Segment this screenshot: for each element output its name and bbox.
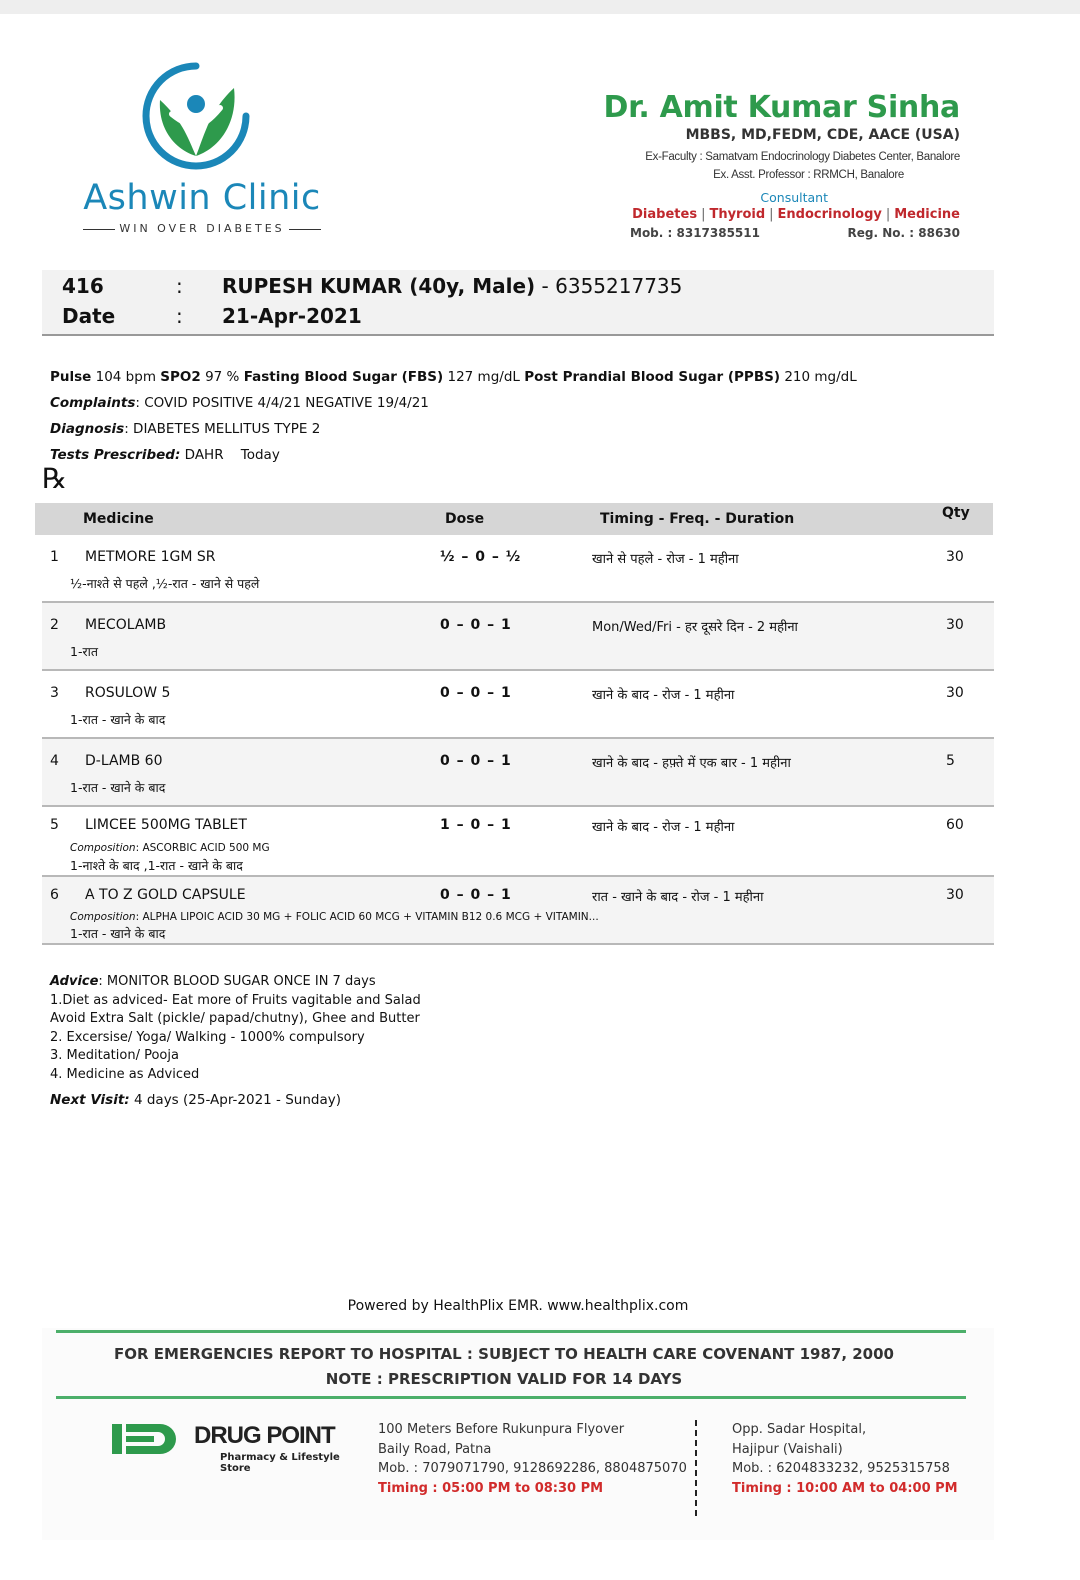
doctor-reg-no: Reg. No. : 88630 <box>847 226 960 240</box>
row-number: 2 <box>50 617 59 633</box>
doctor-name: Dr. Amit Kumar Sinha <box>603 90 960 125</box>
patient-phone: - 6355217735 <box>535 274 683 298</box>
spo2-label: SPO2 <box>160 369 201 385</box>
speciality-separator: | <box>701 207 706 222</box>
patient-name <box>222 274 682 298</box>
medicine-dose: 0 – 0 – 1 <box>440 685 512 701</box>
complaints-label: Complaints <box>50 395 136 411</box>
speciality-endocrinology: Endocrinology <box>777 207 882 222</box>
table-row <box>42 877 994 945</box>
date-label: Date <box>62 304 116 328</box>
pharmacy-address-patna <box>378 1420 687 1498</box>
colon: : <box>176 304 183 328</box>
pharmacy-address-hajipur <box>732 1420 958 1498</box>
advice-first-line <box>50 973 421 992</box>
fbs-value: 127 mg/dL <box>447 369 520 385</box>
medicine-dose: 0 – 0 – 1 <box>440 887 512 903</box>
medicine-qty: 30 <box>946 549 964 565</box>
medicine-instruction: 1-रात - खाने के बाद <box>70 712 166 727</box>
advice-line: Avoid Extra Salt (pickle/ papad/chutny), Ghee and Butter <box>50 1011 420 1026</box>
diagnosis-label: Diagnosis <box>50 421 125 437</box>
table-row <box>42 535 994 603</box>
patient-name-text: RUPESH KUMAR (40y, Male) <box>222 274 536 298</box>
advice-line: 1.Diet as adviced- Eat more of Fruits vagitable and Salad <box>50 992 421 1008</box>
doctor-ex-faculty: Ex-Faculty : Samatvam Endocrinology Diabetes Center, Banalore <box>645 151 960 163</box>
pharmacy-name: DRUG POINT <box>194 1422 335 1449</box>
medicine-dose: 0 – 0 – 1 <box>440 753 512 769</box>
composition-value: : ASCORBIC ACID 500 MG <box>135 842 270 854</box>
pharmacy-logo <box>112 1420 362 1474</box>
address-mobile: Mob. : 6204833232, 9525315758 <box>732 1461 950 1476</box>
diagnosis-value: DIABETES MELLITUS TYPE 2 <box>133 421 321 437</box>
tests-label: Tests Prescribed: <box>50 447 181 463</box>
next-visit-value: 4 days (25-Apr-2021 - Sunday) <box>133 1092 341 1108</box>
composition-value: : ALPHA LIPOIC ACID 30 MG + FOLIC ACID 60 MCG + VITAMIN B12 0.6 MCG + VITAMIN... <box>135 911 599 923</box>
medicine-instruction: 1-रात <box>70 644 98 659</box>
colon: : <box>176 274 183 298</box>
speciality-separator: | <box>769 207 774 222</box>
advice-line: 4. Medicine as Adviced <box>50 1066 200 1082</box>
address-mobile: Mob. : 7079071790, 9128692286, 8804875070 <box>378 1461 687 1476</box>
address-line: Opp. Sadar Hospital, <box>732 1422 867 1437</box>
medicine-qty: 30 <box>946 617 964 633</box>
emergency-notice <box>42 1342 966 1392</box>
top-status-strip <box>0 0 1080 14</box>
ppbs-value: 210 mg/dL <box>784 369 857 385</box>
medicine-qty: 60 <box>946 817 964 833</box>
date-value: 21-Apr-2021 <box>222 304 362 328</box>
address-line: Baily Road, Patna <box>378 1441 492 1457</box>
ppbs-label: Post Prandial Blood Sugar (PPBS) <box>524 369 781 385</box>
pulse-value: 104 bpm <box>95 369 156 385</box>
doctor-degrees: MBBS, MD,FEDM, CDE, AACE (USA) <box>685 127 960 143</box>
drug-point-icon <box>112 1420 182 1460</box>
medicine-composition <box>70 911 599 923</box>
speciality-medicine: Medicine <box>894 207 960 222</box>
medicine-table <box>42 535 994 945</box>
row-number: 1 <box>50 549 59 565</box>
medicine-timing: खाने से पहले - रोज - 1 महीना <box>592 552 739 567</box>
complaints-line: Complaints: COVID POSITIVE 4/4/21 NEGATIVE 19/4/21 <box>50 395 429 411</box>
medicine-instruction: 1-रात - खाने के बाद <box>70 780 166 795</box>
medicine-instruction: 1-रात - खाने के बाद <box>70 926 166 941</box>
header-qty: Qty <box>942 505 970 521</box>
doctor-ex-professor: Ex. Asst. Professor : RRMCH, Banalore <box>713 169 904 181</box>
spo2-value: 97 % <box>205 369 240 385</box>
patient-band <box>42 270 994 336</box>
advice-line: 3. Meditation/ Pooja <box>50 1048 179 1063</box>
footer-divider <box>56 1396 966 1399</box>
emergency-line: FOR EMERGENCIES REPORT TO HOSPITAL : SUBJECT TO HEALTH CARE COVENANT 1987, 2000 <box>114 1345 894 1363</box>
next-visit-label: Next Visit: <box>50 1092 130 1108</box>
address-timing: Timing : 10:00 AM to 04:00 PM <box>732 1480 958 1496</box>
doctor-mobile: Mob. : 8317385511 <box>630 226 760 240</box>
doctor-role: Consultant <box>760 190 828 205</box>
medicine-timing: खाने के बाद - रोज - 1 महीना <box>592 688 735 703</box>
clinic-logo <box>72 60 332 240</box>
footer-divider <box>56 1330 966 1333</box>
table-row <box>42 739 994 807</box>
clinic-name: Ashwin Clinic <box>83 178 321 218</box>
pulse-label: Pulse <box>50 369 92 385</box>
speciality-separator: | <box>885 207 891 222</box>
table-row <box>42 671 994 739</box>
medicine-dose: 0 – 0 – 1 <box>440 617 512 633</box>
medicine-name: A TO Z GOLD CAPSULE <box>85 887 246 903</box>
address-line: 100 Meters Before Rukunpura Flyover <box>378 1422 625 1437</box>
doctor-specialities <box>520 207 960 222</box>
table-row <box>42 603 994 671</box>
medicine-timing: खाने के बाद - हफ़्ते में एक बार - 1 महीना <box>592 756 791 771</box>
medicine-name: ROSULOW 5 <box>85 685 171 701</box>
next-visit <box>50 1092 341 1108</box>
tests-when: Today <box>240 447 280 463</box>
medicine-composition <box>70 842 270 854</box>
vitals-section <box>50 364 857 468</box>
advice-first: : MONITOR BLOOD SUGAR ONCE IN 7 days <box>98 974 376 989</box>
doctor-header <box>520 90 960 240</box>
complaints-value: COVID POSITIVE 4/4/21 NEGATIVE 19/4/21 <box>144 395 429 411</box>
medicine-timing: रात - खाने के बाद - रोज - 1 महीना <box>592 890 764 905</box>
composition-label: Composition <box>70 911 136 923</box>
tests-value: DAHR <box>184 447 224 463</box>
medicine-name: D-LAMB 60 <box>85 753 163 769</box>
validity-note: NOTE : PRESCRIPTION VALID FOR 14 DAYS <box>325 1370 683 1388</box>
doctor-contact <box>520 226 960 240</box>
vitals-line <box>50 364 857 390</box>
row-number: 4 <box>50 753 59 769</box>
header-timing: Timing - Freq. - Duration <box>600 511 795 527</box>
medicine-name: LIMCEE 500MG TABLET <box>85 817 247 833</box>
composition-label: Composition <box>70 842 136 854</box>
medicine-timing: खाने के बाद - रोज - 1 महीना <box>592 820 735 835</box>
footer <box>42 1328 994 1540</box>
medicine-qty: 30 <box>946 685 964 701</box>
fbs-label: Fasting Blood Sugar (FBS) <box>243 369 444 385</box>
clinic-emblem-icon <box>140 60 252 172</box>
medicine-dose: 1 – 0 – 1 <box>440 817 512 833</box>
table-row <box>42 807 994 877</box>
speciality-diabetes: Diabetes <box>632 207 698 222</box>
row-number: 5 <box>50 817 59 833</box>
advice-section <box>50 973 421 1084</box>
medicine-qty: 5 <box>946 753 955 769</box>
medicine-instruction: ½-नाश्ते से पहले ,½-रात - खाने से पहले <box>70 576 260 591</box>
medicine-name: MECOLAMB <box>85 617 167 633</box>
advice-label: Advice <box>50 974 99 989</box>
powered-by: Powered by HealthPlix EMR. www.healthplix.com <box>347 1298 689 1314</box>
speciality-thyroid: Thyroid <box>709 207 766 222</box>
row-number: 6 <box>50 887 59 903</box>
medicine-timing: Mon/Wed/Fri - हर दूसरे दिन - 2 महीना <box>592 620 798 635</box>
address-divider <box>695 1420 697 1516</box>
rx-symbol-icon: ℞ <box>42 462 68 495</box>
patient-id: 416 <box>62 274 104 298</box>
row-number: 3 <box>50 685 59 701</box>
clinic-tagline: WIN OVER DIABETES <box>72 222 332 235</box>
medicine-instruction: 1-नाश्ते के बाद ,1-रात - खाने के बाद <box>70 858 243 873</box>
advice-line: 2. Excersise/ Yoga/ Walking - 1000% compulsory <box>50 1029 365 1045</box>
address-line: Hajipur (Vaishali) <box>732 1441 843 1457</box>
diagnosis-line: Diagnosis: DIABETES MELLITUS TYPE 2 <box>50 421 321 437</box>
medicine-qty: 30 <box>946 887 964 903</box>
pharmacy-subtitle: Pharmacy & Lifestyle Store <box>220 1452 340 1474</box>
tests-line <box>50 442 857 468</box>
header-dose: Dose <box>445 511 485 527</box>
address-timing: Timing : 05:00 PM to 08:30 PM <box>378 1480 604 1496</box>
header-medicine: Medicine <box>83 511 154 527</box>
medicine-name: METMORE 1GM SR <box>85 549 216 565</box>
medicine-table-header <box>35 503 993 535</box>
medicine-dose: ½ – 0 – ½ <box>440 549 522 565</box>
